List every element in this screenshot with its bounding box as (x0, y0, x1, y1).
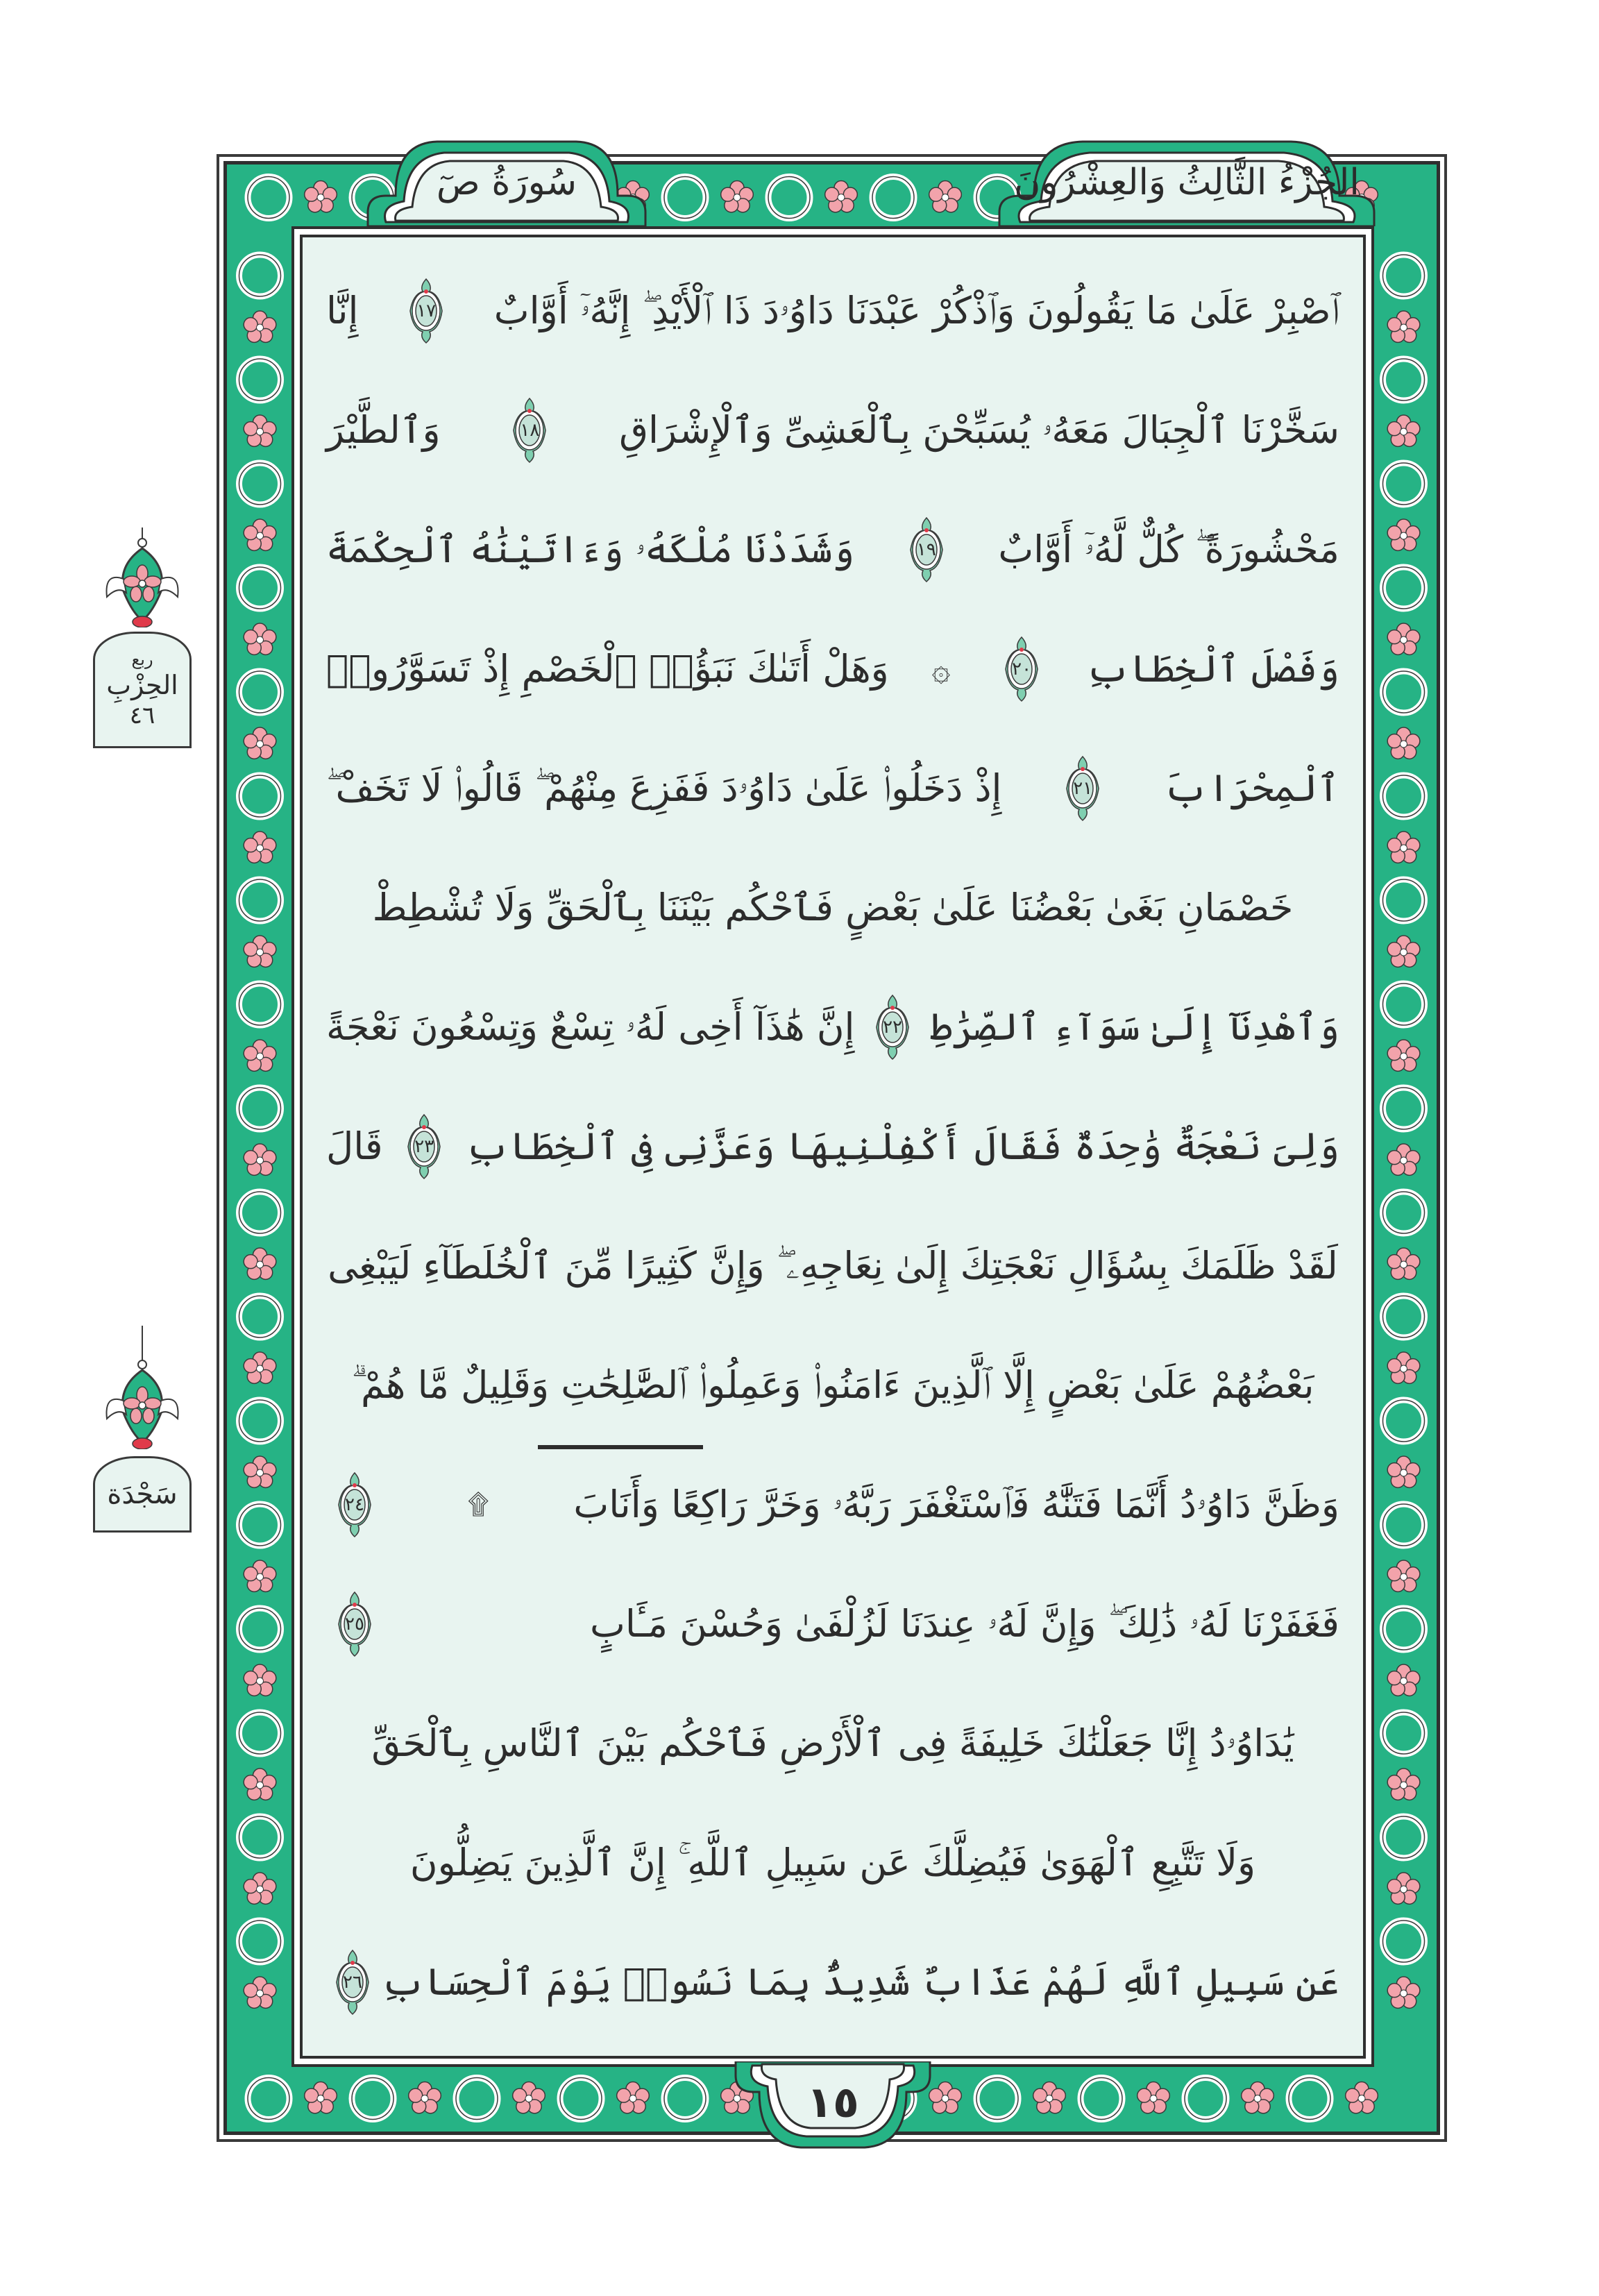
border-scroll-outline (1383, 1816, 1425, 1858)
border-flower-icon (244, 1769, 276, 1800)
border-flower-icon (1387, 415, 1420, 446)
border-scroll-outline (1383, 1296, 1425, 1337)
verse-text: مَحْشُورَةً ۖ كُلٌّ لَّهُۥٓ أَوَّابٌ (998, 527, 1339, 571)
border-flower-icon (1387, 1560, 1420, 1592)
sajda-marker (83, 1326, 201, 1534)
border-flower-icon (244, 1873, 276, 1904)
border-flower-icon (1387, 1352, 1420, 1383)
verse-text: وَظَنَّ دَاوُۥدُ أَنَّمَا فَتَنَّٰهُ فَٱسْتَغْفَرَ رَبَّهُۥ وَخَرَّ رَاكِعًا وَأَنَابَ (573, 1483, 1339, 1526)
border-flower-icon (1387, 936, 1420, 967)
border-scroll-outline (352, 2078, 394, 2120)
text-line (326, 729, 1339, 848)
page-number: ١٥ (806, 2076, 859, 2127)
ayah-number: ٢٦ (343, 1972, 362, 1993)
verse-text: لَقَدْ ظَلَمَكَ بِسُؤَالِ نَعْجَتِكَ إِلَىٰ نِعَاجِهِۦ ۖ وَإِنَّ كَثِيرًا مِّنَ ٱلْخُلَطَآءِ لَيَبْغِى (328, 1244, 1338, 1288)
border-scroll-outline (1383, 879, 1425, 921)
border-flower-icon (244, 519, 276, 550)
text-line (326, 1206, 1339, 1326)
border-scroll-outline (239, 1712, 281, 1754)
border-scroll-outline (239, 671, 281, 713)
ayah-number-marker (1000, 636, 1043, 702)
border-scroll-outline (1383, 1608, 1425, 1650)
text-line (326, 1087, 1339, 1206)
hizb-label: الحِزْبِ (106, 670, 178, 701)
text-line (326, 1564, 1339, 1684)
ayah-number-marker (508, 397, 551, 464)
ayah-number-marker (905, 516, 948, 583)
verse-text: بَعْضُهُمْ عَلَىٰ بَعْضٍ إِلَّا ٱلَّذِينَ ءَامَنُوا۟ وَعَمِلُوا۟ ٱلصَّٰلِحَٰتِ وَقَلِيلٌ مَّا هُمْ ۗ (351, 1363, 1314, 1407)
border-scroll-outline (768, 177, 810, 219)
border-flower-icon (1033, 2082, 1066, 2113)
border-flower-icon (244, 415, 276, 446)
border-scroll-outline (1383, 463, 1425, 505)
verse-text: عَن سَبِيلِ ٱللَّهِ لَهُمْ عَذَابٌ شَدِيدٌۢ بِمَا نَسُوا۟ يَوْمَ ٱلْحِسَابِ (381, 1960, 1339, 2004)
border-scroll-outline (1383, 255, 1425, 296)
ayah-number-marker (405, 278, 448, 344)
verse-text: وَلَا تَتَّبِعِ ٱلْهَوَىٰ فَيُضِلَّكَ عَن سَبِيلِ ٱللَّهِ ۚ إِنَّ ٱلَّذِينَ يَضِلُّونَ (409, 1841, 1256, 1884)
border-scroll-outline (239, 879, 281, 921)
border-flower-icon (1387, 1040, 1420, 1071)
border-flower-icon (305, 2082, 337, 2113)
juz-title: الجُزْءُ الثَّالِثُ وَالعِشْرُونَ (1014, 162, 1360, 203)
border-scroll-outline (1383, 775, 1425, 817)
sajda-overline (538, 1445, 703, 1449)
text-line (326, 371, 1339, 490)
border-scroll-outline (456, 2078, 498, 2120)
border-scroll-outline (560, 2078, 602, 2120)
ayah-number-marker (403, 1113, 446, 1180)
border-scroll-outline (239, 1608, 281, 1650)
verse-text: وَفَصْلَ ٱلْخِطَابِ (1085, 647, 1339, 691)
border-scroll-outline (239, 1921, 281, 1962)
ayah-number: ١٩ (916, 539, 936, 560)
border-flower-icon (617, 2082, 650, 2113)
text-line (326, 1326, 1339, 1445)
sajda-label: سَجْدَة (107, 1478, 178, 1510)
border-flower-icon (244, 1560, 276, 1592)
border-flower-icon (721, 181, 754, 212)
border-flower-icon (1387, 311, 1420, 342)
border-scroll-outline (239, 775, 281, 817)
verse-text: يَٰدَاوُۥدُ إِنَّا جَعَلْنَٰكَ خَلِيفَةً فِى ٱلْأَرْضِ فَٱحْكُم بَيْنَ ٱلنَّاسِ بِٱلْحَقِّ (371, 1721, 1294, 1765)
border-flower-icon (244, 936, 276, 967)
border-flower-icon (1346, 2082, 1378, 2113)
text-line (326, 1684, 1339, 1803)
border-flower-icon (244, 1664, 276, 1696)
verse-text: وَٱهْدِنَآ إِلَىٰ سَوَآءِ ٱلصِّرَٰطِ (930, 1005, 1339, 1049)
ayah-number: ١٨ (520, 420, 540, 441)
text-line (326, 1803, 1339, 1923)
border-scroll-outline (664, 2078, 706, 2120)
border-scroll-outline (1185, 2078, 1226, 2120)
border-flower-icon (244, 1040, 276, 1071)
border-scroll-outline (1383, 984, 1425, 1025)
border-flower-icon (1242, 2082, 1274, 2113)
border-scroll-outline (239, 1400, 281, 1442)
verse-text: إِنَّا (326, 289, 359, 332)
ayah-number: ٢٠ (1012, 659, 1032, 679)
verse-text: وَهَلْ أَتَىٰكَ نَبَؤُا۟ ٱلْخَصْمِ إِذْ تَسَوَّرُوا۟ (326, 647, 889, 691)
ayah-number-marker (871, 994, 914, 1061)
border-scroll-outline (239, 463, 281, 505)
flower-ornament-icon (83, 537, 201, 627)
border-scroll-outline (664, 177, 706, 219)
ayah-number: ٢٥ (345, 1614, 364, 1635)
surah-header (361, 129, 652, 226)
sajda-sign-icon: ۩ (468, 1489, 489, 1521)
border-scroll-outline (248, 2078, 289, 2120)
verse-text: ٱصْبِرْ عَلَىٰ مَا يَقُولُونَ وَٱذْكُرْ عَبْدَنَا دَاوُۥدَ ذَا ٱلْأَيْدِ ۖ إِنَّهُۥٓ أَوَّابٌ (493, 289, 1339, 332)
border-flower-icon (513, 2082, 545, 2113)
border-scroll-outline (1383, 567, 1425, 609)
border-scroll-outline (1081, 2078, 1122, 2120)
ayah-number: ٢٢ (883, 1017, 903, 1038)
text-line (326, 1923, 1339, 2042)
border-flower-icon (1387, 1456, 1420, 1487)
verse-text: قَالَ (326, 1124, 383, 1168)
quran-text (326, 251, 1339, 2049)
border-flower-icon (1387, 1664, 1420, 1696)
text-line (326, 251, 1339, 371)
verse-text: وَشَدَدْنَا مُلْكَهُۥ وَءَاتَيْنَٰهُ ٱلْحِكْمَةَ (326, 527, 855, 571)
border-scroll-outline (239, 1296, 281, 1337)
verse-text: ٱلْمِحْرَابَ (1163, 766, 1339, 810)
hizb-quarter-marker (83, 527, 201, 750)
border-flower-icon (244, 311, 276, 342)
border-scroll-outline (239, 984, 281, 1025)
border-scroll-outline (1383, 1088, 1425, 1129)
ayah-number-marker (331, 1949, 374, 2016)
border-flower-icon (1137, 2082, 1170, 2113)
border-flower-icon (1387, 727, 1420, 759)
border-scroll-outline (1383, 1192, 1425, 1233)
border-scroll-outline (1383, 1504, 1425, 1546)
border-scroll-outline (872, 177, 914, 219)
verse-text: فَغَفَرْنَا لَهُۥ ذَٰلِكَ ۖ وَإِنَّ لَهُۥ عِندَنَا لَزُلْفَىٰ وَحُسْنَ مَـَٔابٍ (590, 1602, 1339, 1646)
verse-text: إِذْ دَخَلُوا۟ عَلَىٰ دَاوُۥدَ فَفَزِعَ مِنْهُمْ ۖ قَالُوا۟ لَا تَخَفْ ۖ (326, 766, 1002, 810)
border-scroll-outline (976, 2078, 1018, 2120)
border-scroll-outline (1383, 1712, 1425, 1754)
text-line (326, 609, 1339, 729)
border-scroll-outline (1383, 1921, 1425, 1962)
verse-text: وَٱلطَّيْرَ (326, 408, 441, 452)
border-flower-icon (825, 181, 858, 212)
border-scroll-outline (239, 1504, 281, 1546)
border-flower-icon (1387, 1873, 1420, 1904)
ayah-number: ١٧ (416, 301, 437, 321)
ayah-number-marker (333, 1591, 376, 1657)
ayah-number-marker (1061, 755, 1104, 822)
border-flower-icon (1387, 1769, 1420, 1800)
hizb-label-box (93, 632, 192, 748)
border-flower-icon (1387, 623, 1420, 655)
border-flower-icon (244, 1352, 276, 1383)
ayah-number: ٢١ (1073, 778, 1093, 799)
sajda-label-box (93, 1456, 192, 1533)
text-line (326, 490, 1339, 609)
ayah-number: ٢٤ (345, 1494, 364, 1515)
border-scroll-outline (1383, 1400, 1425, 1442)
marker-hanger (142, 1326, 143, 1363)
border-flower-icon (244, 1248, 276, 1279)
border-flower-icon (1387, 832, 1420, 863)
border-scroll-outline (248, 177, 289, 219)
verse-text: وَلِىَ نَعْجَةٌ وَٰحِدَةٌ فَقَالَ أَكْفِلْنِيهَا وَعَزَّنِى فِى ٱلْخِطَابِ (465, 1124, 1339, 1168)
border-flower-icon (305, 181, 337, 212)
border-flower-icon (244, 832, 276, 863)
border-flower-icon (1387, 519, 1420, 550)
page-number-cartouche (729, 2061, 937, 2159)
border-flower-icon (1387, 1248, 1420, 1279)
verse-text: إِنَّ هَٰذَآ أَخِى لَهُۥ تِسْعٌ وَتِسْعُونَ نَعْجَةً (326, 1005, 855, 1049)
border-flower-icon (244, 1456, 276, 1487)
text-line (326, 848, 1339, 968)
juz-header (992, 129, 1381, 226)
flower-ornament-icon (83, 1359, 201, 1449)
verse-text: سَخَّرْنَا ٱلْجِبَالَ مَعَهُۥ يُسَبِّحْنَ بِٱلْعَشِىِّ وَٱلْإِشْرَاقِ (619, 408, 1339, 452)
ayah-number: ٢٣ (414, 1136, 434, 1157)
border-scroll-outline (1383, 359, 1425, 400)
surah-title: سُورَةُ صٓ (436, 162, 577, 203)
border-scroll-outline (239, 1816, 281, 1858)
border-scroll-outline (1383, 671, 1425, 713)
quarter-label: ربع (131, 650, 153, 670)
border-scroll-outline (239, 567, 281, 609)
border-flower-icon (929, 181, 962, 212)
border-scroll-outline (239, 1192, 281, 1233)
border-scroll-outline (239, 359, 281, 400)
hizb-quarter-star-icon: ۞ (931, 650, 951, 688)
border-flower-icon (244, 623, 276, 655)
ayah-number-marker (333, 1471, 376, 1538)
border-flower-icon (244, 1977, 276, 2008)
border-flower-icon (409, 2082, 441, 2113)
border-scroll-outline (239, 1088, 281, 1129)
hizb-number: ٤٦ (129, 701, 155, 729)
text-line (326, 1445, 1339, 1564)
border-flower-icon (244, 727, 276, 759)
border-flower-icon (1387, 1144, 1420, 1175)
border-flower-icon (1387, 1977, 1420, 2008)
border-flower-icon (244, 1144, 276, 1175)
border-scroll-outline (239, 255, 281, 296)
verse-text: خَصْمَانِ بَغَىٰ بَعْضُنَا عَلَىٰ بَعْضٍ فَٱحْكُم بَيْنَنَا بِٱلْحَقِّ وَلَا تُشْطِطْ (372, 886, 1294, 929)
border-scroll-outline (1289, 2078, 1330, 2120)
text-line (326, 968, 1339, 1087)
